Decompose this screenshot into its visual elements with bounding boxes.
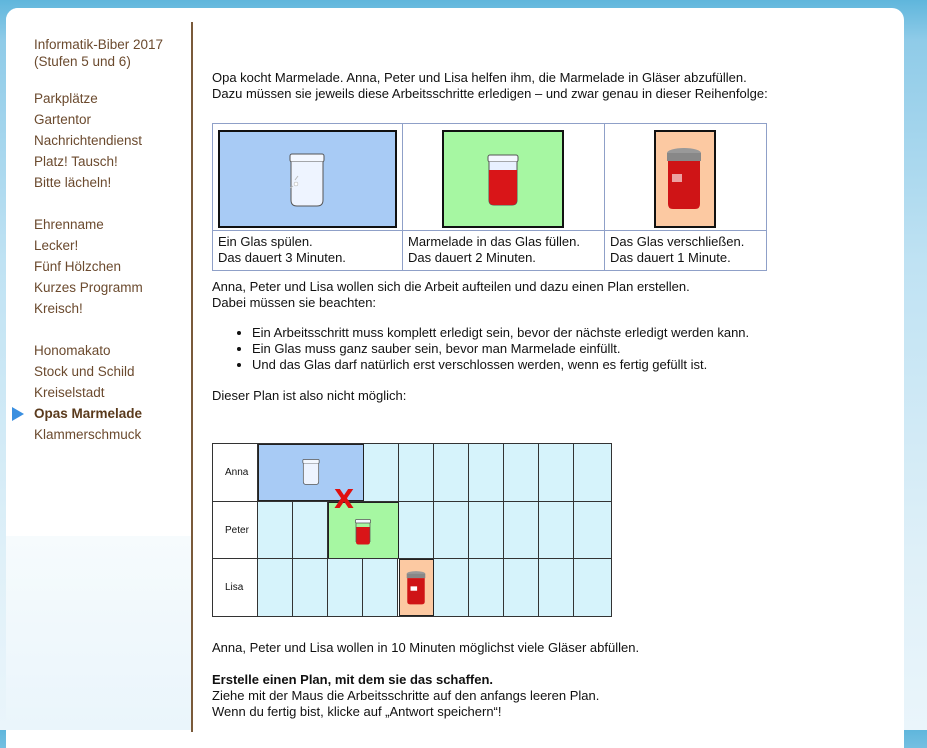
rules-list bbox=[212, 325, 892, 373]
plan-cell bbox=[539, 444, 574, 501]
empty-glass-icon bbox=[299, 457, 323, 487]
plan-intro-1: Anna, Peter und Lisa wollen sich die Arbeit aufteilen und dazu einen Plan erstellen. bbox=[212, 279, 690, 294]
nav-item-kurzes-programm[interactable]: Kurzes Programm bbox=[34, 280, 143, 295]
closed-jar-icon bbox=[405, 570, 427, 606]
plan-cell bbox=[574, 502, 611, 559]
intro-line-2: Dazu müssen sie jeweils diese Arbeitsschritte erledigen – und zwar genau in dieser Reihenfolge: bbox=[212, 86, 768, 101]
plan-row-label: Peter bbox=[213, 502, 258, 559]
step-fill-caption: Marmelade in das Glas füllen. Das dauert 2 Minuten. bbox=[403, 231, 605, 271]
example-plan-grid bbox=[212, 443, 612, 617]
filled-glass-icon bbox=[483, 152, 523, 208]
plan-row-label: Anna bbox=[213, 444, 258, 501]
step-rinse-image-cell bbox=[213, 124, 403, 231]
nav-item-fuenf-hoelzchen[interactable]: Fünf Hölzchen bbox=[34, 259, 122, 274]
closed-jar-icon bbox=[664, 146, 704, 212]
nav-item-kreiselstadt[interactable]: Kreiselstadt bbox=[34, 385, 105, 400]
plan-intro-2: Dabei müssen sie beachten: bbox=[212, 295, 377, 310]
nav-item-nachrichtendienst[interactable]: Nachrichtendienst bbox=[34, 133, 143, 148]
nav-group-2 bbox=[34, 214, 163, 319]
plan-cell bbox=[293, 502, 328, 559]
plan-cell bbox=[364, 444, 399, 501]
plan-cell bbox=[363, 559, 398, 616]
plan-cell bbox=[504, 502, 539, 559]
nav-item-klammerschmuck[interactable]: Klammerschmuck bbox=[34, 427, 142, 442]
step-close-image-cell bbox=[605, 124, 767, 231]
not-possible-label: Dieser Plan ist also nicht möglich: bbox=[212, 388, 407, 403]
intro-line-1: Opa kocht Marmelade. Anna, Peter und Lisa helfen ihm, die Marmelade in Gläser abzufüllen. bbox=[212, 70, 747, 85]
plan-cell bbox=[434, 502, 469, 559]
nav-item-ehrenname[interactable]: Ehrenname bbox=[34, 217, 104, 232]
nav-item-lecker[interactable]: Lecker! bbox=[34, 238, 79, 253]
plan-cell bbox=[434, 444, 469, 501]
step-close-caption: Das Glas verschließen. Das dauert 1 Minute. bbox=[605, 231, 767, 271]
step-rinse-caption: Ein Glas spülen. Das dauert 3 Minuten. bbox=[213, 231, 403, 271]
plan-cell bbox=[258, 559, 293, 616]
sidebar-bottom bbox=[6, 536, 191, 730]
task-instruction-2: Wenn du fertig bist, klicke auf „Antwort speichern“! bbox=[212, 704, 502, 719]
sidebar-divider bbox=[191, 22, 193, 732]
plan-cell bbox=[399, 502, 434, 559]
plan-cell bbox=[469, 559, 504, 616]
nav-item-kreisch[interactable]: Kreisch! bbox=[34, 301, 83, 316]
goal-text: Anna, Peter und Lisa wollen in 10 Minuten möglichst viele Gläser abfüllen. bbox=[212, 640, 640, 655]
nav-item-opas-marmelade[interactable]: Opas Marmelade bbox=[34, 403, 163, 424]
task-instruction-1: Ziehe mit der Maus die Arbeitsschritte auf den anfangs leeren Plan. bbox=[212, 688, 600, 703]
rule-item: • Und das Glas darf natürlich erst verschlossen werden, wenn es fertig gefüllt ist. bbox=[252, 357, 892, 373]
plan-cell bbox=[504, 559, 539, 616]
plan-cell bbox=[328, 559, 363, 616]
plan-cell bbox=[258, 502, 293, 559]
nav-item-parkplaetze[interactable]: Parkplätze bbox=[34, 91, 98, 106]
plan-cell bbox=[469, 444, 504, 501]
nav-item-honomakato[interactable]: Honomakato bbox=[34, 343, 111, 358]
task-content bbox=[212, 70, 892, 404]
empty-glass-icon bbox=[282, 150, 332, 210]
task-instructions bbox=[212, 640, 639, 720]
plan-cell bbox=[469, 502, 504, 559]
nav-group-3 bbox=[34, 340, 163, 445]
plan-cell bbox=[293, 559, 328, 616]
plan-row-anna bbox=[213, 444, 611, 501]
nav-item-stock-und-schild[interactable]: Stock und Schild bbox=[34, 364, 135, 379]
plan-cell bbox=[399, 444, 434, 501]
plan-row-peter bbox=[213, 501, 611, 559]
plan-cell bbox=[539, 559, 574, 616]
task-navigation bbox=[34, 36, 163, 466]
nav-item-gartentor[interactable]: Gartentor bbox=[34, 112, 92, 127]
step-fill-image-cell bbox=[403, 124, 605, 231]
plan-block-close bbox=[399, 559, 434, 616]
plan-cell bbox=[574, 444, 611, 501]
contest-title: Informatik-Biber 2017 (Stufen 5 und 6) bbox=[34, 37, 164, 69]
rule-item: • Ein Glas muss ganz sauber sein, bevor man Marmelade einfüllt. bbox=[252, 341, 892, 357]
rule-item: • Ein Arbeitsschritt muss komplett erledigt sein, bevor der nächste erledigt werden kann. bbox=[252, 325, 892, 341]
plan-cell bbox=[504, 444, 539, 501]
step-fill-card[interactable] bbox=[442, 130, 564, 228]
nav-group-1 bbox=[34, 88, 163, 193]
nav-item-platz-tausch[interactable]: Platz! Tausch! bbox=[34, 154, 118, 169]
task-heading: Erstelle einen Plan, mit dem sie das schaffen. bbox=[212, 672, 494, 687]
plan-cell bbox=[434, 559, 469, 616]
plan-row-lisa bbox=[213, 558, 611, 616]
plan-row-label: Lisa bbox=[213, 559, 258, 616]
plan-cell bbox=[574, 559, 611, 616]
plan-cell bbox=[539, 502, 574, 559]
work-steps-table bbox=[212, 123, 767, 271]
invalid-x-icon: X bbox=[334, 485, 355, 515]
current-task-arrow-icon bbox=[12, 407, 24, 421]
step-close-card[interactable] bbox=[654, 130, 716, 228]
step-rinse-card[interactable] bbox=[218, 130, 397, 228]
filled-glass-icon bbox=[353, 518, 373, 546]
nav-item-bitte-laecheln[interactable]: Bitte lächeln! bbox=[34, 175, 112, 190]
